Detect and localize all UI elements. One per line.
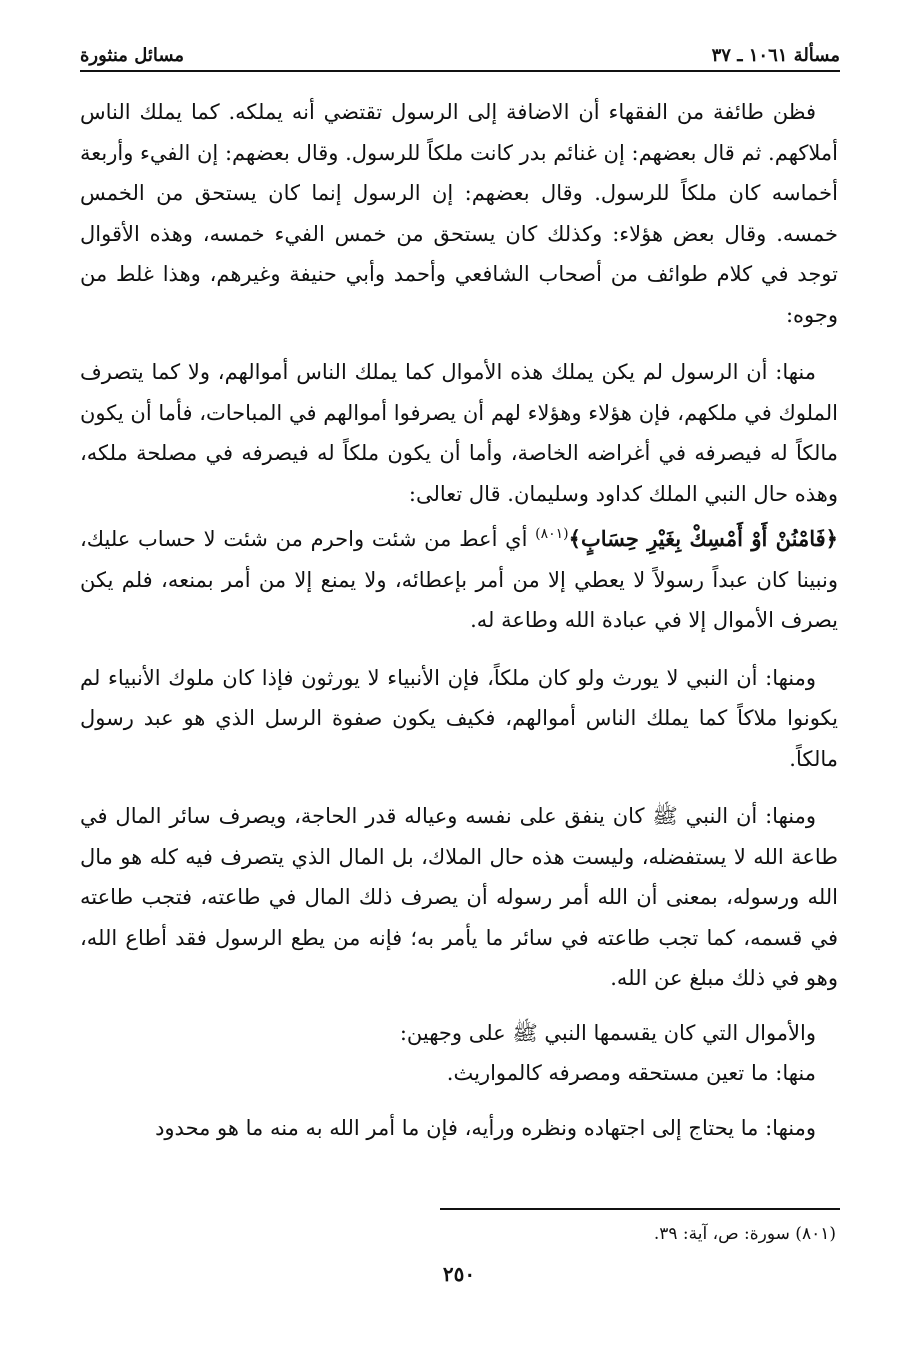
running-header — [80, 28, 840, 72]
paragraph-first-aspect-cont: عليك، ونبينا كان عبداً رسولاً لا يعطي إلا من أمر بإعطائه، ولا يمنع إلا من أمر بمنعه، فلم يكن يصرف الأموال إلا في عبادة الله وطاعة له. — [80, 527, 838, 632]
footnote-marker: (٨٠١) — [535, 526, 569, 542]
footnote-divider — [440, 1208, 840, 1210]
quran-verse: ﴿فَامْنُنْ أَوْ أَمْسِكْ بِغَيْرِ حِسَابٍ﴾ — [568, 526, 838, 551]
body-text — [80, 92, 838, 1148]
paragraph-verse-line — [80, 514, 838, 641]
header-issue-number: مسألة ١٠٦١ ـ ٣٧ — [711, 45, 840, 66]
paragraph-type-one: منها: ما تعين مستحقه ومصرفه كالمواريث. — [446, 1061, 816, 1085]
footnote: (٨٠١) سورة: ص، آية: ٣٩. — [653, 1224, 836, 1244]
paragraph-second-aspect: ومنها: أن النبي لا يورث ولو كان ملكاً، فإن الأنبياء لا يورثون فإذا كان ملوك الأنبياء لم يكونوا ملاكاً كما يملك الناس أموالهم، فكيف يكون صفوة الرسل الذي هو عبد رسول مالكاً. — [80, 665, 838, 771]
paragraph-first-aspect: منها: أن الرسول لم يكن يملك هذه الأموال كما يملك الناس أموالهم، ولا كما يتصرف الملوك في ملكهم، فإن هؤلاء وهؤلاء لهم أن يصرفوا أموالهم في المباحات، فأما أن يكون مالكاً له فيصرفه في أغراضه الخاصة، وأما أن يكون ملكاً له فيصرفه في مصلحة ملكه، وهذه حال النبي الملك كداود وسليمان. قال تعالى: — [80, 360, 838, 506]
paragraph-type-two: ومنها: ما يحتاج إلى اجتهاده ونظره ورأيه، فإن ما أمر الله به منه ما هو محدود — [155, 1115, 816, 1140]
page-number: ٢٥٠ — [442, 1262, 476, 1286]
paragraph-third-aspect: ومنها: أن النبي ﷺ كان ينفق على نفسه وعياله قدر الحاجة، ويصرف سائر المال في طاعة الله لا يستفضله، وليست هذه حال الملاك، بل المال الذي يتصرف فيه كله هو مال الله ورسوله، بمعنى أن الله أمر رسوله أن يصرف ذلك المال في طاعته، فتجب طاعته في قسمه، كما تجب طاعته في سائر ما يأمر به؛ فإنه من يطع الرسول فقد أطاع الله، وهو في ذلك مبلغ عن الله. — [80, 804, 838, 990]
paragraph-two-types: والأموال التي كان يقسمها النبي ﷺ على وجهين: — [399, 1020, 816, 1045]
header-section-title: مسائل منثورة — [80, 45, 185, 66]
verse-explanation: أي أعط من شئت واحرم من شئت لا حساب — [138, 527, 528, 551]
paragraph-intro: فظن طائفة من الفقهاء أن الاضافة إلى الرسول تقتضي أنه يملكه. كما يملك الناس أملاكهم. ثم قال بعضهم: إن غنائم بدر كانت ملكاً للرسول. وقال بعضهم: إن الفيء وأربعة أخماسه كان ملكاً للرسول. وقال بعضهم: إن الرسول إنما كان يستحق من الخمس خمسه. وقال بعض هؤلاء: وكذلك كان يستحق من خمس الفيء خمسه، وهذه الأقوال توجد في كلام طوائف من أصحاب الشافعي وأحمد وأبي حنيفة وغيرهم، وهذا غلط من وجوه: — [80, 100, 838, 327]
